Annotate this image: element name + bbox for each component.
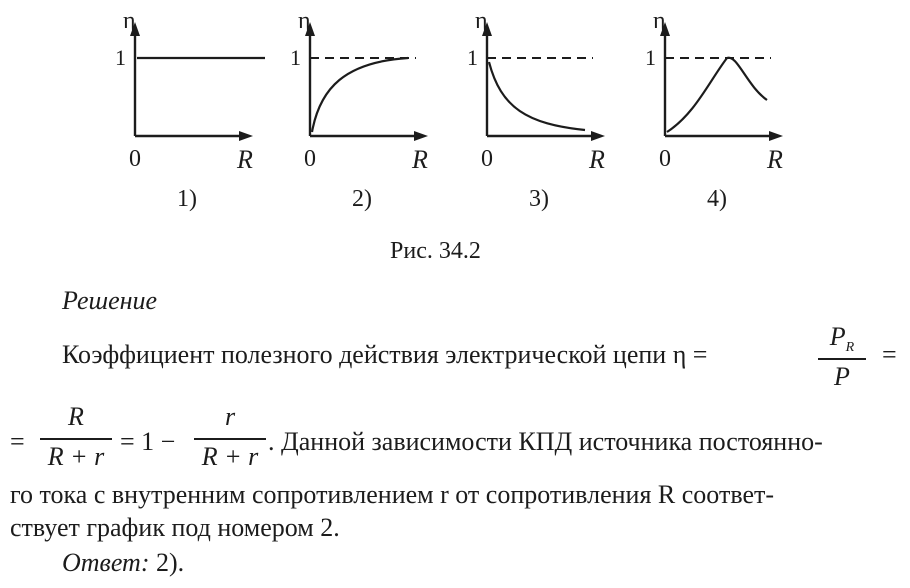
fraction-small-r-over-r-plus-r (192, 402, 268, 482)
figure-caption: Рис. 34.2 (390, 238, 481, 264)
answer-label: Ответ: (62, 548, 150, 577)
panel-2-curve (312, 58, 408, 132)
panel-3-number-label: 3) (529, 186, 549, 212)
panel-4-r-label: R (767, 145, 783, 174)
equals-start-line-2: = (10, 427, 25, 456)
fraction-pr-numerator: P (829, 322, 846, 351)
equals-one-minus: = 1 − (120, 427, 176, 456)
fraction-p-denominator: P (834, 362, 850, 391)
panel-1-r-label: R (237, 145, 253, 174)
panel-4-curve (667, 58, 767, 132)
solution-line-4: ствует график под номером 2. (10, 513, 340, 542)
panel-1-origin-label: 0 (129, 146, 141, 172)
equals-end-line-1: = (882, 340, 897, 369)
fraction-r-over-r-plus-r (38, 402, 114, 482)
fraction-pr-subscript: R (845, 340, 855, 356)
panel-3-eta-label: η (475, 8, 488, 34)
fraction-small-r-numerator: r (224, 402, 236, 431)
panel-3-one-label: 1 (467, 45, 478, 70)
solution-line-3: го тока с внутренним сопротивлением r от сопротивления R соответ- (10, 480, 775, 509)
panel-4-origin-label: 0 (659, 146, 671, 172)
efficiency-graphs-figure (0, 0, 910, 280)
panel-4-eta-label: η (653, 8, 666, 34)
panel-3-x-arrow (591, 131, 605, 141)
answer-value: 2). (155, 548, 185, 577)
panel-4-x-arrow (769, 131, 783, 141)
panel-1-one-label: 1 (115, 45, 126, 70)
panel-3-curve (489, 62, 585, 130)
panel-3-origin-label: 0 (481, 146, 493, 172)
panel-3-r-label: R (589, 145, 605, 174)
panel-1-number-label: 1) (177, 186, 197, 212)
answer-line (62, 548, 184, 578)
fraction-pr-over-p (814, 322, 870, 394)
panel-2-r-label: R (412, 145, 428, 174)
solution-line-1: Коэффициент полезного действия электрической цепи η = (62, 340, 708, 369)
solution-line-2-tail: . Данной зависимости КПД источника постоянно- (268, 427, 823, 456)
panel-2-one-label: 1 (290, 45, 301, 70)
panel-1-x-arrow (239, 131, 253, 141)
fraction-small-r-denominator: R + r (201, 442, 259, 471)
fraction-r-plus-r-denominator: R + r (47, 442, 105, 471)
panel-4-number-label: 4) (707, 186, 727, 212)
panel-4-one-label: 1 (645, 45, 656, 70)
panel-2-origin-label: 0 (304, 146, 316, 172)
fraction-r-numerator: R (68, 402, 84, 431)
panel-2-eta-label: η (298, 8, 311, 34)
solution-heading: Решение (62, 286, 158, 315)
panel-2-x-arrow (414, 131, 428, 141)
panel-2-number-label: 2) (352, 186, 372, 212)
panel-1-eta-label: η (123, 8, 136, 34)
